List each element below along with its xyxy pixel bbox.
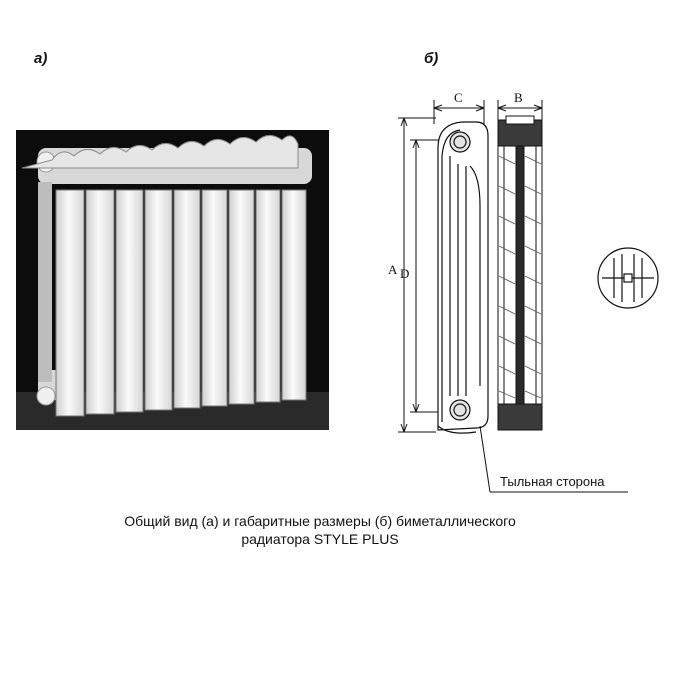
dimension-drawing <box>380 86 670 496</box>
panel-label-b: б) <box>424 50 439 67</box>
bottom-plug <box>37 387 55 405</box>
section-side-profile <box>438 122 488 433</box>
caption-line-2: радиатора STYLE PLUS <box>241 531 399 547</box>
cross-section-icon <box>598 248 658 308</box>
figure-caption <box>40 512 600 548</box>
dimension-label-a: A <box>388 262 398 277</box>
dimension-label-c: C <box>454 90 463 105</box>
front-fins <box>56 190 306 416</box>
radiator-photo <box>16 130 329 430</box>
dimension-label-b: B <box>514 90 523 105</box>
back-side-callout: Тыльная сторона <box>500 474 605 489</box>
caption-line-1: Общий вид (а) и габаритные размеры (б) биметаллического <box>124 513 516 529</box>
panel-label-a: а) <box>34 50 48 67</box>
dimension-label-d: D <box>400 266 410 281</box>
section-back-view <box>498 116 542 430</box>
side-ribs <box>38 182 52 382</box>
